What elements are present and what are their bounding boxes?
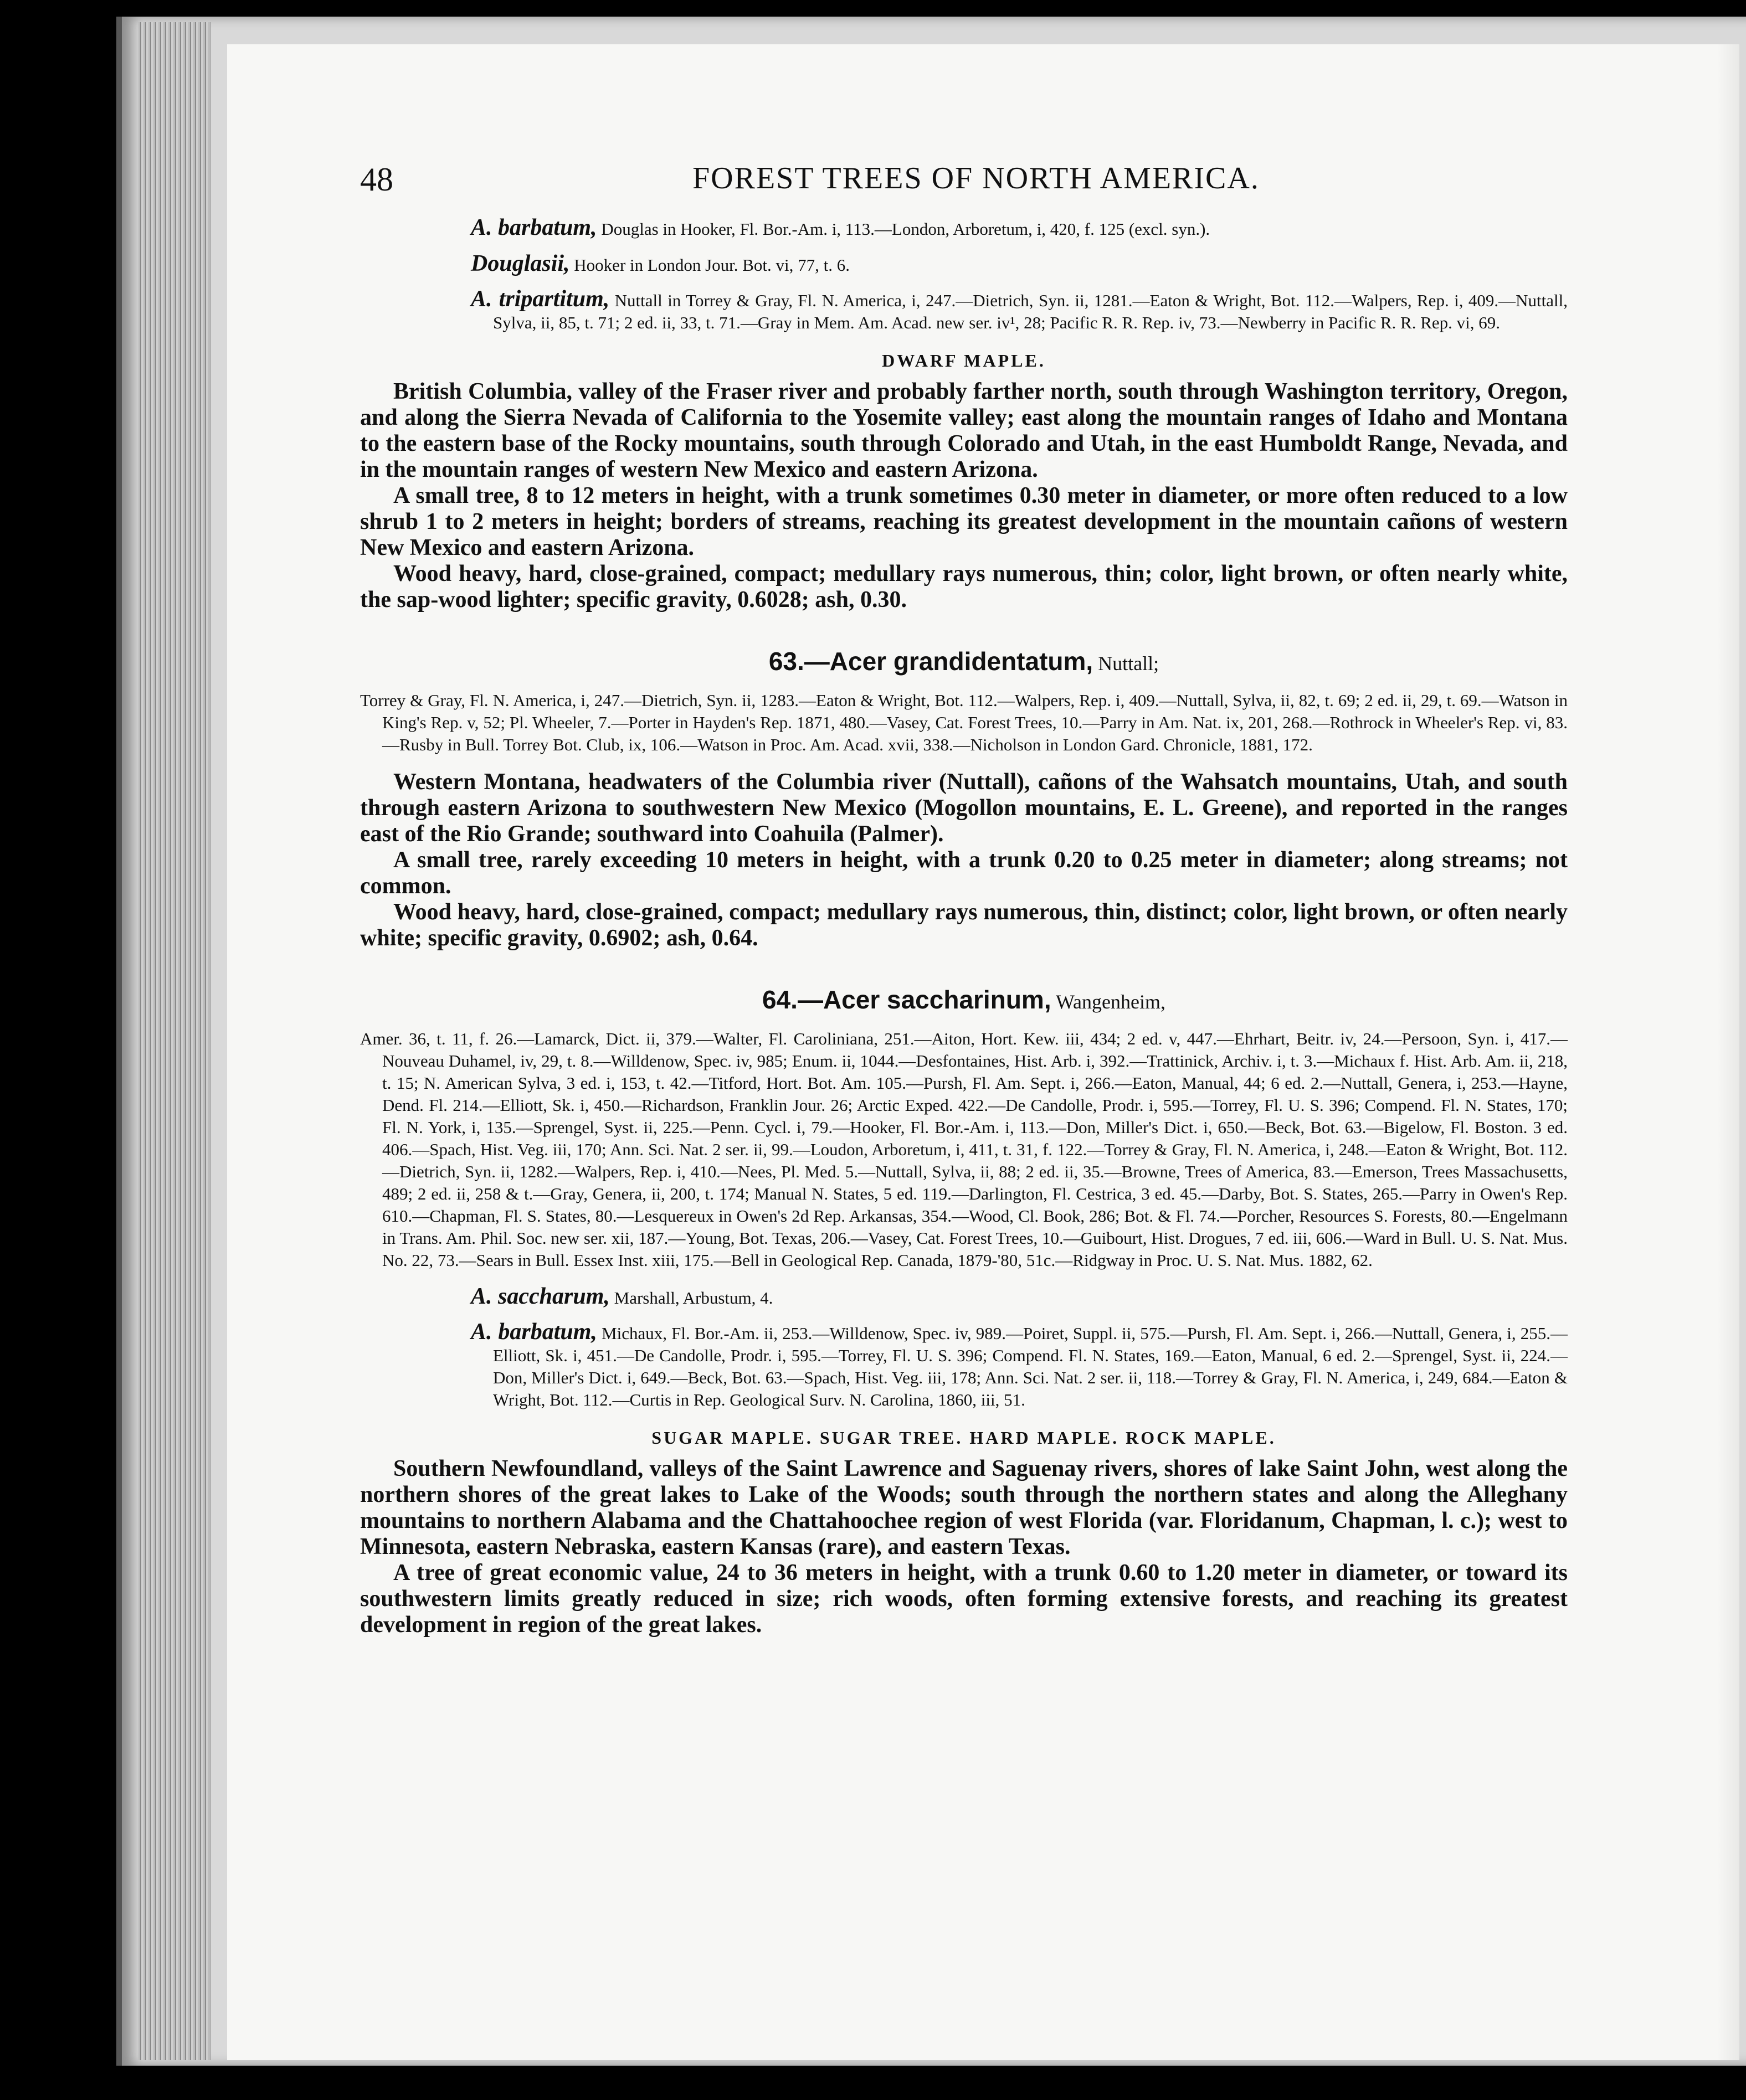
running-title: FOREST TREES OF NORTH AMERICA. <box>692 161 1260 195</box>
species-author: Wangenheim, <box>1051 991 1165 1013</box>
wood-paragraph: Wood heavy, hard, close-grained, compact; medullary rays numerous, thin; color, light brown, or often nearly white, the sap-wood lighter; specific gravity, 0.6028; ash, 0.30. <box>360 561 1568 612</box>
synonym-name: Douglasii, <box>471 251 570 276</box>
common-name-heading: DWARF MAPLE. <box>882 351 1046 370</box>
synonym-name: A. barbatum, <box>471 215 597 240</box>
species-heading <box>360 985 1568 1015</box>
species-number: 63.— <box>768 647 830 676</box>
description-paragraph: A small tree, rarely exceeding 10 meters in height, with a trunk 0.20 to 0.25 meter in diameter; along streams; not common. <box>360 847 1568 899</box>
synonym-entry <box>360 1285 1568 1310</box>
wood-paragraph: Wood heavy, hard, close-grained, compact; medullary rays numerous, thin, distinct; color, light brown, or often nearly white; specific gravity, 0.6902; ash, 0.64. <box>360 899 1568 951</box>
synonym-name: A. saccharum, <box>471 1284 610 1309</box>
range-paragraph: Western Montana, headwaters of the Columbia river (Nuttall), cañons of the Wahsatch mountains, Utah, and south through eastern Arizona to southwestern New Mexico (Mogollon mountains, E. L. Greene), and reported in the ranges east of the Rio Grande; southward into Coahuila (Palmer). <box>360 769 1568 847</box>
species-name: Acer saccharinum, <box>823 985 1051 1014</box>
synonym-citation: Nuttall in Torrey & Gray, Fl. N. America, i, 247.—Dietrich, Syn. ii, 1281.—Eaton & Wright, Bot. 112.—Walpers, Rep. i, 409.—Nuttall, Sylva, ii, 85, t. 71; 2 ed. ii, 33, t. 71.—Gray in Mem. Am. Acad. new ser. iv¹, 28; Pacific R. R. Rep. iv, 73.—Newberry in Pacific R. R. Rep. vi, 69. <box>493 291 1568 332</box>
synonym-name: A. tripartitum, <box>471 286 610 312</box>
range-paragraph: Southern Newfoundland, valleys of the Saint Lawrence and Saguenay rivers, shores of lake Saint John, west along the northern shores of the great lakes to Lake of the Woods; south through the northern states and along the Alleghany mountains to northern Alabama and the Chattahoochee region of west Florida (var. Floridanum, Chapman, l. c.); west to Minnesota, eastern Nebraska, eastern Kansas (rare), and eastern Texas. <box>360 1456 1568 1559</box>
synonym-entry <box>360 216 1568 241</box>
range-paragraph: British Columbia, valley of the Fraser river and probably farther north, south through Washington territory, Oregon, and along the Sierra Nevada of California to the Yosemite valley; east along the mountain ranges of Idaho and Montana to the eastern base of the Rocky mountains, south through Colorado and Utah, in the east Humboldt Range, Nevada, and in the mountain ranges of western New Mexico and eastern Arizona. <box>360 379 1568 482</box>
synonym-citation: Douglas in Hooker, Fl. Bor.-Am. i, 113.—London, Arboretum, i, 420, f. 125 (excl. syn.). <box>597 219 1210 239</box>
synonym-entry <box>360 252 1568 277</box>
description-paragraph: A tree of great economic value, 24 to 36 meters in height, with a trunk 0.60 to 1.20 meter in diameter, or toward its southwestern limits greatly reduced in size; rich woods, often forming extensive forests, and reaching its greatest development in region of the great lakes. <box>360 1560 1568 1638</box>
page-header <box>360 161 1568 216</box>
common-name-heading: SUGAR MAPLE. SUGAR TREE. HARD MAPLE. ROCK MAPLE. <box>651 1428 1276 1448</box>
bibliography: Amer. 36, t. 11, f. 26.—Lamarck, Dict. ii, 379.—Walter, Fl. Caroliniana, 251.—Aiton, Hort. Kew. iii, 434; 2 ed. v, 447.—Ehrhart, Beitr. iv, 24.—Persoon, Syn. i, 417.—Nouveau Duhamel, iv, 29, t. 8.—Willdenow, Spec. iv, 985; Enum. ii, 1044.—Desfontaines, Hist. Arb. i, 392.—Trattinick, Archiv. i, t. 3.—Michaux f. Hist. Arb. Am. ii, 218, t. 15; N. American Sylva, 3 ed. i, 153, t. 42.—Titford, Hort. Bot. Am. 105.—Pursh, Fl. Am. Sept. i, 266.—Eaton, Manual, 44; 6 ed. 2.—Nuttall, Genera, i, 253.—Hayne, Dend. Fl. 214.—Elliott, Sk. i, 450.—Richardson, Franklin Jour. 26; Arctic Exped. 422.—De Candolle, Prodr. i, 595.—Torrey, Fl. U. S. 396; Compend. Fl. N. States, 170; Fl. N. York, i, 135.—Sprengel, Syst. ii, 225.—Penn. Cycl. i, 79.—Hooker, Fl. Bor.-Am. i, 113.—Don, Miller's Dict. i, 650.—Beck, Bot. 63.—Bigelow, Fl. Boston. 3 ed. 406.—Spach, Hist. Veg. iii, 170; Ann. Sci. Nat. 2 ser. ii, 99.—Loudon, Arboretum, i, 411, t. 31, f. 122.—Torrey & Gray, Fl. N. America, i, 248.—Eaton & Wright, Bot. 112.—Dietrich, Syn. ii, 1282.—Walpers, Rep. i, 410.—Nees, Pl. Med. 5.—Nuttall, Sylva, ii, 88; 2 ed. ii, 35.—Browne, Trees of America, 83.—Emerson, Trees Massachusetts, 489; 2 ed. ii, 258 & t.—Gray, Genera, ii, 200, t. 174; Manual N. States, 5 ed. 119.—Darlington, Fl. Cestrica, 3 ed. 45.—Darby, Bot. S. States, 265.—Parry in Owen's Rep. 610.—Chapman, Fl. S. States, 80.—Lesquereux in Owen's 2d Rep. Arkansas, 354.—Wood, Cl. Book, 286; Bot. & Fl. 74.—Porcher, Resources S. Forests, 80.—Engelmann in Trans. Am. Phil. Soc. new ser. xii, 187.—Young, Bot. Texas, 206.—Vasey, Cat. Forest Trees, 10.—Guibourt, Hist. Drogues, 7 ed. iii, 606.—Ward in Bull. U. S. Nat. Mus. No. 22, 73.—Sears in Bull. Essex Inst. xiii, 175.—Bell in Geological Rep. Canada, 1879-'80, 51c.—Ridgway in Proc. U. S. Nat. Mus. 1882, 62. <box>360 1029 1568 1270</box>
species-number: 64.— <box>762 985 823 1014</box>
book-page <box>227 44 1739 2060</box>
synonym-citation: Michaux, Fl. Bor.-Am. ii, 253.—Willdenow, Spec. iv, 989.—Poiret, Suppl. ii, 575.—Pursh, Fl. Am. Sept. i, 266.—Nuttall, Genera, i, 255.—Elliott, Sk. i, 451.—De Candolle, Prodr. i, 595.—Torrey, Fl. U. S. 396; Compend. Fl. N. States, 169.—Eaton, Manual, 6 ed. 2.—Sprengel, Syst. ii, 224.—Don, Miller's Dict. i, 649.—Beck, Bot. 63.—Spach, Hist. Veg. iii, 178; Ann. Sci. Nat. 2 ser. ii, 118.—Torrey & Gray, Fl. N. America, i, 249, 684.—Eaton & Wright, Bot. 112.—Curtis in Rep. Geological Surv. N. Carolina, 1860, iii, 51. <box>493 1324 1568 1409</box>
synonym-name: A. barbatum, <box>471 1319 597 1345</box>
description-paragraph: A small tree, 8 to 12 meters in height, with a trunk sometimes 0.30 meter in diameter, or more often reduced to a low shrub 1 to 2 meters in height; borders of streams, reaching its greatest development in the mountain cañons of western New Mexico and eastern Arizona. <box>360 483 1568 560</box>
species-heading <box>360 646 1568 676</box>
synonym-citation: Marshall, Arbustum, 4. <box>609 1288 773 1308</box>
page-content <box>360 161 1568 1638</box>
species-author: Nuttall; <box>1093 652 1159 675</box>
synonym-entry <box>360 288 1568 334</box>
synonym-citation: Hooker in London Jour. Bot. vi, 77, t. 6. <box>569 255 850 275</box>
bibliography: Torrey & Gray, Fl. N. America, i, 247.—Dietrich, Syn. ii, 1283.—Eaton & Wright, Bot. 112.—Walpers, Rep. i, 409.—Nuttall, Sylva, ii, 82, t. 69; 2 ed. ii, 29, t. 69.—Watson in King's Rep. v, 52; Pl. Wheeler, 7.—Porter in Hayden's Rep. 1871, 480.—Vasey, Cat. Forest Trees, 10.—Parry in Am. Nat. ix, 201, 268.—Rothrock in Wheeler's Rep. vi, 83.—Rusby in Bull. Torrey Bot. Club, ix, 106.—Watson in Proc. Am. Acad. xvii, 338.—Nicholson in London Gard. Chronicle, 1881, 172. <box>360 691 1568 754</box>
page-number: 48 <box>360 161 393 198</box>
synonym-entry <box>360 1321 1568 1411</box>
species-name: Acer grandidentatum, <box>829 647 1093 676</box>
